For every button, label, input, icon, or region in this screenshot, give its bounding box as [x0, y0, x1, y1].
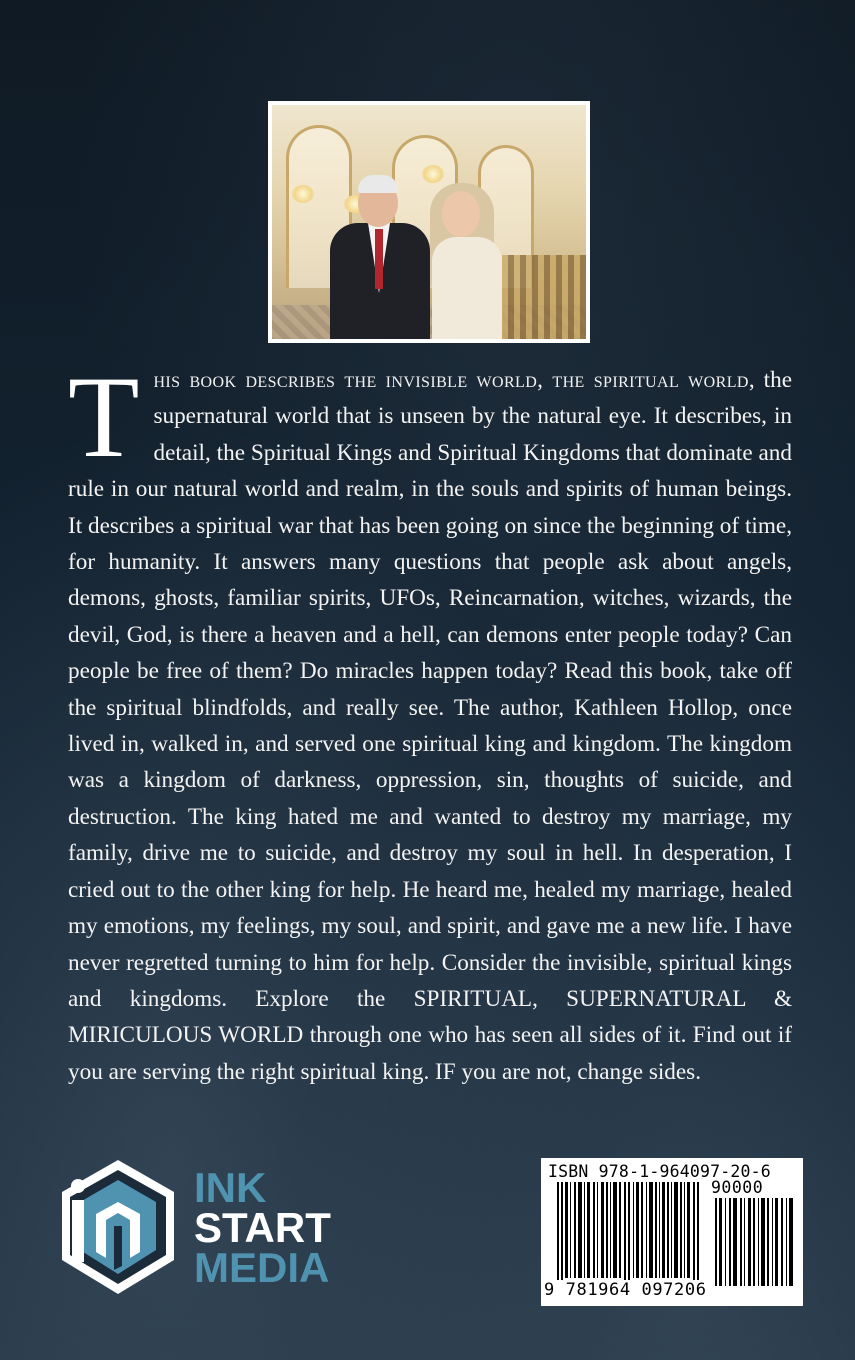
- ean-digits: 9 781964 097206: [544, 1280, 707, 1300]
- publisher-wordmark: [194, 1164, 331, 1291]
- publisher-name-ink: INK: [194, 1164, 267, 1211]
- author-photo: [268, 101, 590, 343]
- price-code: 90000: [711, 1178, 764, 1197]
- publisher-logo: [56, 1156, 356, 1306]
- publisher-name-start: START: [194, 1204, 331, 1251]
- isbn-label: ISBN 978-1-964097-20-6: [548, 1162, 771, 1181]
- description-body: the supernatural world that is unseen by the natural eye. It describes, in detail, the Spiritual Kings and Spiritual Kingdoms that dominate and rule in our natural world and realm, in the souls and spirits of human beings. It describes a spiritual war that has been going on since the beginning of time, for humanity. It answers many questions that people ask about angels, demons, ghosts, familiar spirits, UFOs, Reincarnation, witches, wizards, the devil, God, is there a heaven and a hell, can demons enter people today? Can people be free of them? Do miracles happen today? Read this book, take off the spiritual blindfolds, and really see. The author, Kathleen Hollop, once lived in, walked in, and served one spiritual king and kingdom. The kingdom was a kingdom of darkness, oppression, sin, thoughts of suicide, and destruction. The king hated me and wanted to destroy my marriage, my family, drive me to suicide, and destroy my soul in hell. In desperation, I cried out to the other king for help. He heard me, healed my marriage, healed my emotions, my feelings, my soul, and spirit, and gave me a new life. I have never regretted turning to him for help. Consider the invisible, spiritual kings and kingdoms. Explore the SPIRITUAL, SUPERNATURAL & MIRICULOUS WORLD through one who has seen all sides of it. Find out if you are serving the right spiritual king. IF you are not, change sides.: [68, 367, 792, 1085]
- price-addon-bars: [713, 1198, 797, 1286]
- description-lead: his book describes the invisible world, the spiritual world,: [153, 367, 756, 393]
- book-description: [68, 353, 792, 1090]
- ean-bars: [555, 1182, 705, 1286]
- author-photo-image: [272, 105, 586, 339]
- drop-cap: T: [68, 353, 140, 482]
- ink-start-media-logo-icon: [56, 1156, 181, 1301]
- isbn-barcode: [541, 1158, 803, 1306]
- publisher-name-media: MEDIA: [194, 1244, 330, 1291]
